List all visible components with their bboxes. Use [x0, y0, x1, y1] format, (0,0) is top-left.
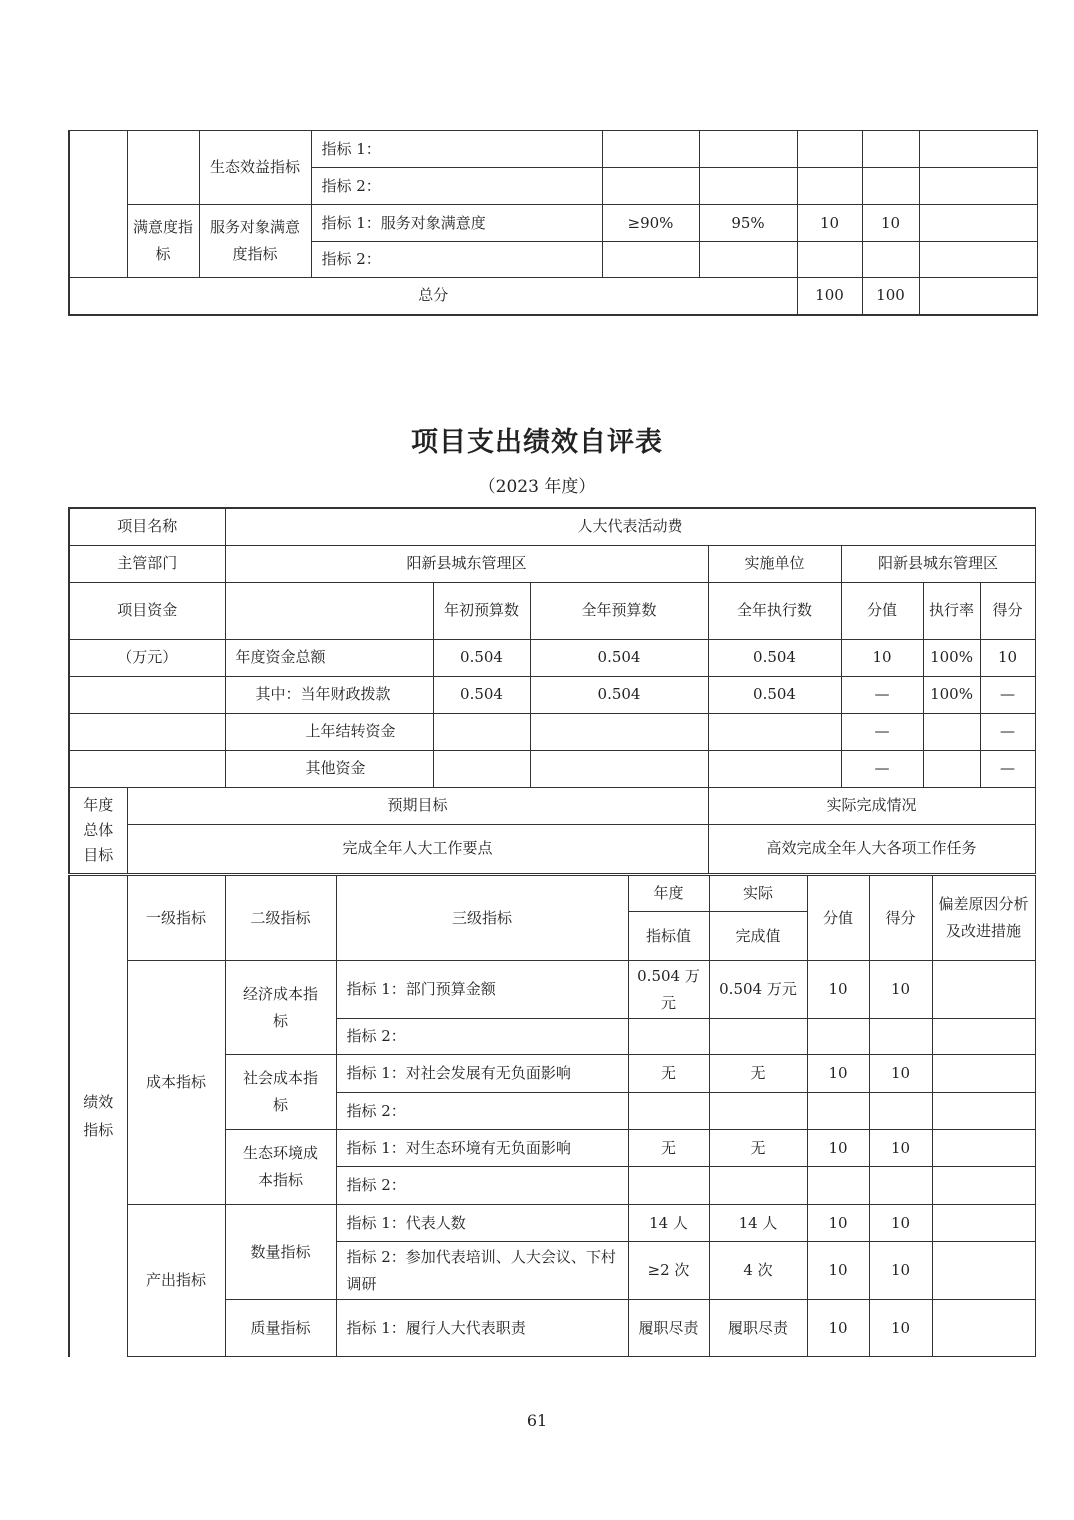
- indicator-label: 指标 1：对社会发展有无负面影响: [336, 1055, 628, 1093]
- header-rate: 执行率: [923, 582, 980, 639]
- score-value: 10: [807, 1242, 869, 1300]
- blank-cell: [69, 131, 127, 278]
- target-value: 无: [628, 1130, 709, 1167]
- econ-cost-label: 经济成本指标: [225, 961, 336, 1055]
- fund-value: 10: [841, 639, 923, 676]
- header-initial: 年初预算数: [433, 582, 530, 639]
- perf-label: 绩效指标: [69, 876, 127, 1357]
- output-label: 产出指标: [127, 1205, 225, 1357]
- impl: 阳新县城东管理区: [841, 545, 1035, 582]
- fund-exec: [708, 750, 841, 787]
- score: 10: [869, 1242, 932, 1300]
- score: 10: [869, 1055, 932, 1093]
- indicator-label: 指标 2：: [336, 1093, 628, 1130]
- project-name: 人大代表活动费: [225, 508, 1035, 545]
- fund-initial: [433, 713, 530, 750]
- total-value: 100: [797, 278, 862, 315]
- score: 10: [862, 205, 919, 242]
- fund-initial: [433, 750, 530, 787]
- fund-row-label: 年度资金总额: [225, 639, 433, 676]
- social-cost-label: 社会成本指标: [225, 1055, 336, 1130]
- header-year2: 指标值: [628, 912, 709, 961]
- fund-full: 0.504: [530, 639, 708, 676]
- fund-score: —: [980, 676, 1035, 713]
- indicator-label: 指标 1：履行人大代表职责: [336, 1300, 628, 1357]
- satisfaction-label: 满意度指标: [127, 205, 199, 278]
- dept: 阳新县城东管理区: [225, 545, 708, 582]
- indicator-label: 指标 2：: [311, 242, 602, 278]
- kpi-table: [68, 875, 1036, 1357]
- dept-label: 主管部门: [69, 545, 225, 582]
- page-title: 项目支出绩效自评表: [411, 427, 663, 458]
- score-value: 10: [807, 1300, 869, 1357]
- quality-label: 质量指标: [225, 1300, 336, 1357]
- header-actual: 实际: [709, 876, 807, 912]
- fund-exec: [708, 713, 841, 750]
- target-value: 无: [628, 1055, 709, 1093]
- page-number: 61: [526, 1411, 548, 1430]
- fund-full: 0.504: [530, 676, 708, 713]
- indicator-label: 指标 1：服务对象满意度: [311, 205, 602, 242]
- header-full: 全年预算数: [530, 582, 708, 639]
- actual-label: 实际完成情况: [708, 787, 1035, 824]
- actual-value: 履职尽责: [709, 1300, 807, 1357]
- fund-full: [530, 713, 708, 750]
- fund-value: —: [841, 713, 923, 750]
- fund-value: —: [841, 750, 923, 787]
- page-subtitle: （2023 年度）: [478, 477, 596, 497]
- header-l3: 三级指标: [336, 876, 628, 961]
- score: 10: [869, 1300, 932, 1357]
- fund-rate: [923, 713, 980, 750]
- fund-value: —: [841, 676, 923, 713]
- actual-result: 高效完成全年人大各项工作任务: [708, 824, 1035, 873]
- fund-score: —: [980, 750, 1035, 787]
- fund-label: 项目资金: [69, 582, 225, 639]
- fund-table: [68, 507, 1036, 874]
- top-table: [68, 130, 1038, 316]
- header-score: 得分: [980, 582, 1035, 639]
- score-value: 10: [807, 961, 869, 1019]
- fund-exec: 0.504: [708, 676, 841, 713]
- indicator-label: 指标 1：部门预算金额: [336, 961, 628, 1019]
- expected-label: 预期目标: [127, 787, 708, 824]
- score-value: 10: [797, 205, 862, 242]
- indicator-label: 指标 2：: [311, 168, 602, 205]
- header-actual2: 完成值: [709, 912, 807, 961]
- score: 10: [869, 1205, 932, 1242]
- fund-initial: 0.504: [433, 676, 530, 713]
- header-exec: 全年执行数: [708, 582, 841, 639]
- score-value: 10: [807, 1205, 869, 1242]
- fund-initial: 0.504: [433, 639, 530, 676]
- score: 10: [869, 1130, 932, 1167]
- actual-value: 95%: [699, 205, 797, 242]
- target-value: ≥90%: [602, 205, 699, 242]
- indicator-label: 指标 1：对生态环境有无负面影响: [336, 1130, 628, 1167]
- expected-goal: 完成全年人大工作要点: [127, 824, 708, 873]
- fund-rate: 100%: [923, 639, 980, 676]
- indicator-label: 指标 2：参加代表培训、人大会议、下村调研: [336, 1242, 628, 1300]
- eco-benefit-label: 生态效益指标: [199, 131, 311, 205]
- target-value: 履职尽责: [628, 1300, 709, 1357]
- service-satisfaction-label: 服务对象满意度指标: [199, 205, 311, 278]
- project-name-label: 项目名称: [69, 508, 225, 545]
- actual-value: 0.504 万元: [709, 961, 807, 1019]
- fund-exec: 0.504: [708, 639, 841, 676]
- target-value: 0.504 万元: [628, 961, 709, 1019]
- indicator-label: 指标 1：: [311, 131, 602, 168]
- fund-rate: 100%: [923, 676, 980, 713]
- target-value: 14 人: [628, 1205, 709, 1242]
- target-value: ≥2 次: [628, 1242, 709, 1300]
- header-l2: 二级指标: [225, 876, 336, 961]
- fund-full: [530, 750, 708, 787]
- header-score: 得分: [869, 876, 932, 961]
- eco-cost-label: 生态环境成本指标: [225, 1130, 336, 1205]
- quantity-label: 数量指标: [225, 1205, 336, 1300]
- fund-score: 10: [980, 639, 1035, 676]
- score: 10: [869, 961, 932, 1019]
- header-year: 年度: [628, 876, 709, 912]
- header-value: 分值: [807, 876, 869, 961]
- fund-row-label: 其中：当年财政拨款: [225, 676, 433, 713]
- fund-row-label: 上年结转资金: [225, 713, 433, 750]
- actual-value: 无: [709, 1130, 807, 1167]
- actual-value: 4 次: [709, 1242, 807, 1300]
- header-reason: 偏差原因分析及改进措施: [932, 876, 1035, 961]
- fund-score: —: [980, 713, 1035, 750]
- actual-value: 14 人: [709, 1205, 807, 1242]
- indicator-label: 指标 2：: [336, 1019, 628, 1055]
- cost-label: 成本指标: [127, 961, 225, 1205]
- header-score-value: 分值: [841, 582, 923, 639]
- total-label: 总分: [69, 278, 797, 315]
- fund-row-label: 其他资金: [225, 750, 433, 787]
- fund-rate: [923, 750, 980, 787]
- impl-label: 实施单位: [708, 545, 841, 582]
- indicator-label: 指标 2：: [336, 1167, 628, 1205]
- fund-unit: （万元）: [69, 639, 225, 676]
- header-l1: 一级指标: [127, 876, 225, 961]
- score-value: 10: [807, 1055, 869, 1093]
- annual-goal-label: 年度总体目标: [69, 787, 127, 873]
- total-score: 100: [862, 278, 919, 315]
- score-value: 10: [807, 1130, 869, 1167]
- actual-value: 无: [709, 1055, 807, 1093]
- indicator-label: 指标 1：代表人数: [336, 1205, 628, 1242]
- blank-cell: [127, 131, 199, 205]
